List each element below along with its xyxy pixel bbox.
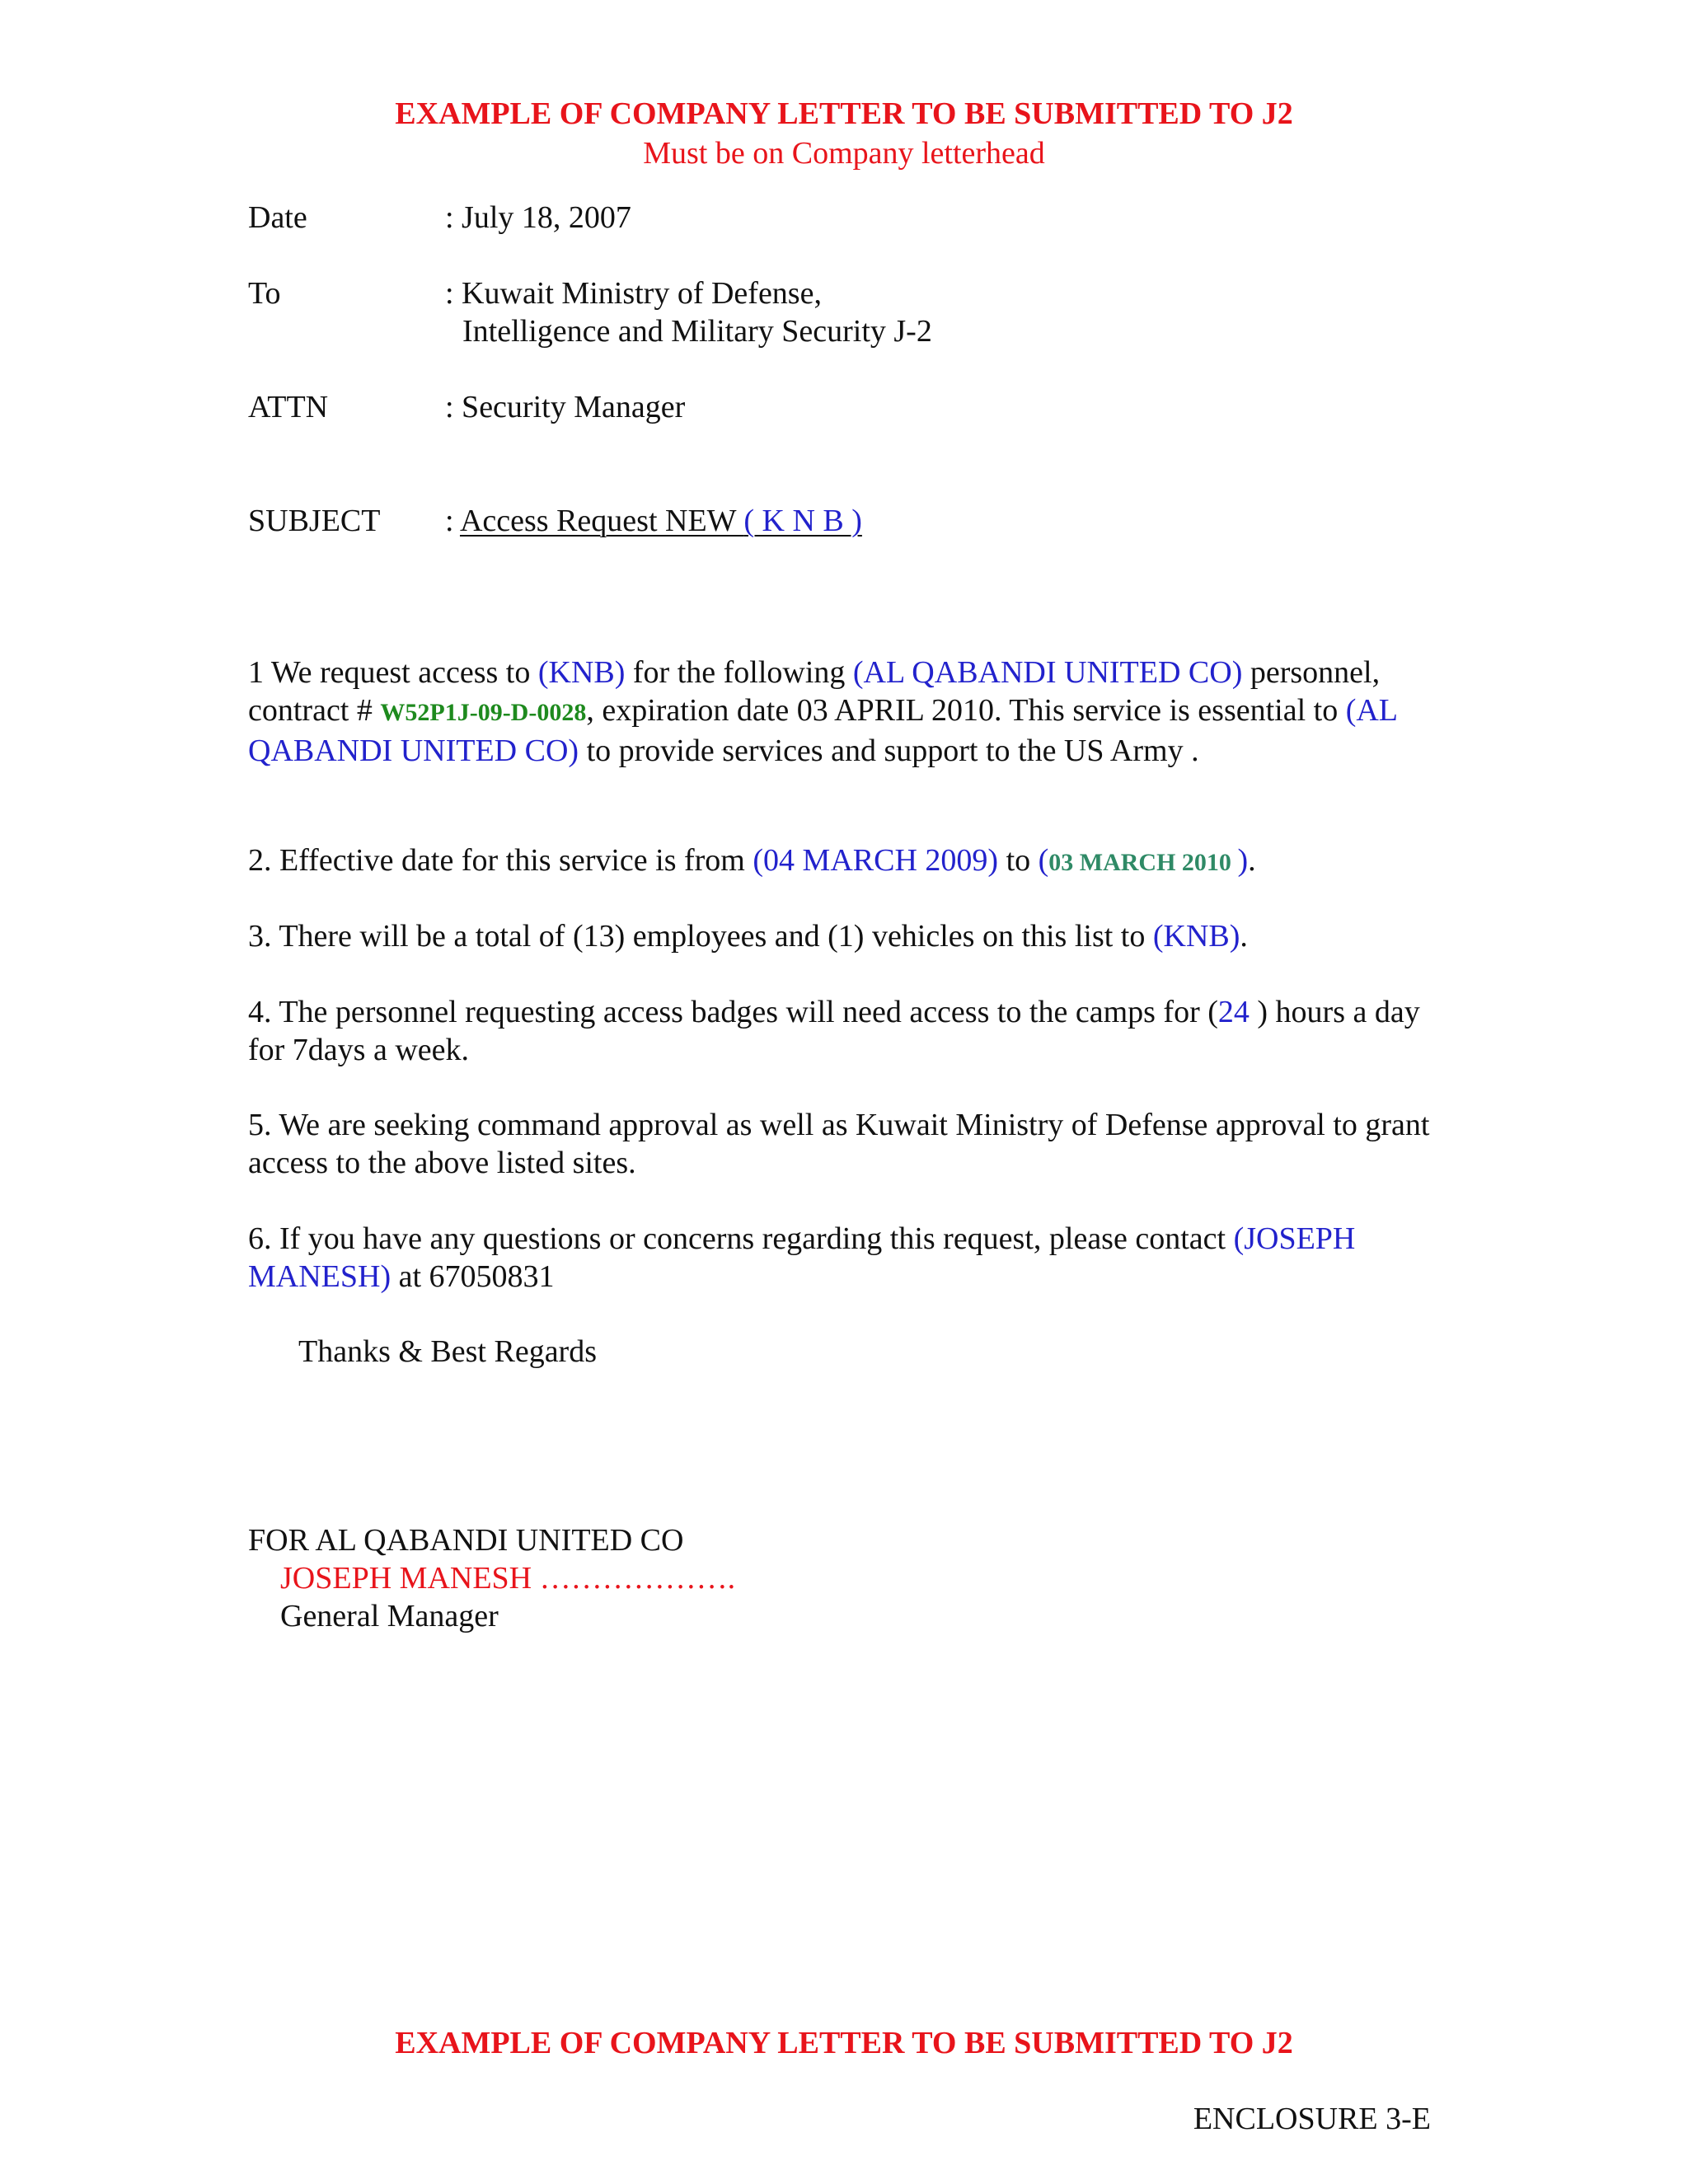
p3-text-1: 3. There will be a total of (13) employees and (1) vehicles on this list to (248, 919, 1153, 954)
paragraph-1 (248, 654, 1447, 770)
to-value-line2: Intelligence and Military Security J-2 (462, 314, 932, 349)
closing-company: FOR AL QABANDI UNITED CO (248, 1523, 684, 1558)
signer-title: General Manager (280, 1599, 499, 1633)
p1-text-1: 1 We request access to (248, 655, 538, 690)
attn-label: ATTN (248, 390, 329, 424)
p4-text-2: ) hours a day for 7days a week. (248, 995, 1420, 1067)
p1-contract-number: W52P1J-09-D-0028 (380, 699, 587, 726)
p2-text-2: to (998, 843, 1039, 878)
footer-heading: EXAMPLE OF COMPANY LETTER TO BE SUBMITTED TO J2 (395, 2026, 1293, 2060)
paragraph-5 (248, 1106, 1447, 1182)
date-value: : July 18, 2007 (445, 200, 631, 235)
p6-text-1: 6. If you have any questions or concerns regarding this request, please contact (248, 1221, 1234, 1256)
p4-text-1: 4. The personnel requesting access badges will need access to the camps for ( (248, 995, 1218, 1029)
p4-hours: 24 (1217, 995, 1250, 1029)
paragraph-2 (248, 841, 1447, 882)
subject-code: ( K N B ) (743, 504, 862, 538)
p6-contact-name: (JOSEPH MANESH) (248, 1221, 1356, 1294)
subject-title: Access Request NEW (459, 504, 744, 538)
p1-text-4: , expiration date 03 APRIL 2010. This service is essential to (586, 693, 1346, 728)
p5-text-1: 5. We are seeking command approval as well as Kuwait Ministry of Defense approval to grant access to the above listed sites. (248, 1108, 1430, 1180)
p3-site: (KNB) (1152, 919, 1240, 954)
p2-open-paren: ( (1038, 843, 1049, 878)
date-label: Date (248, 200, 307, 235)
paragraph-4 (248, 993, 1447, 1069)
paragraph-6 (248, 1220, 1447, 1296)
subject-label: SUBJECT (248, 504, 381, 538)
letter-heading: EXAMPLE OF COMPANY LETTER TO BE SUBMITTED TO J2 (395, 96, 1293, 131)
subject-value (445, 503, 862, 539)
enclosure-label: ENCLOSURE 3-E (1193, 2102, 1431, 2136)
p2-text-1: 2. Effective date for this service is from (248, 843, 753, 878)
subject-text (460, 504, 862, 538)
p1-company: (AL QABANDI UNITED CO) (852, 655, 1243, 690)
p1-text-5: to provide services and support to the US Army . (579, 733, 1199, 768)
to-label: To (248, 276, 281, 311)
p1-company-2: (AL QABANDI UNITED CO) (248, 693, 1397, 768)
p1-text-2: for the following (625, 655, 853, 690)
p2-to-date: 03 MARCH 2010 (1048, 849, 1238, 876)
signer-name: JOSEPH MANESH ………………. (280, 1561, 736, 1596)
to-value-line1: : Kuwait Ministry of Defense, (445, 276, 822, 311)
attn-value: : Security Manager (445, 390, 686, 424)
p1-text-3: personnel, contract # (248, 655, 1381, 728)
subject-colon: : (445, 504, 460, 538)
p2-text-3: . (1248, 843, 1256, 878)
letter-subheading: Must be on Company letterhead (643, 136, 1045, 171)
p2-from-date: (04 MARCH 2009) (753, 843, 999, 878)
p3-text-2: . (1240, 919, 1248, 954)
p1-site: (KNB) (537, 655, 626, 690)
p2-close-paren: ) (1237, 843, 1249, 878)
closing-regards: Thanks & Best Regards (298, 1334, 598, 1369)
paragraph-3 (248, 917, 1447, 955)
p6-text-2: at 67050831 (391, 1259, 555, 1294)
